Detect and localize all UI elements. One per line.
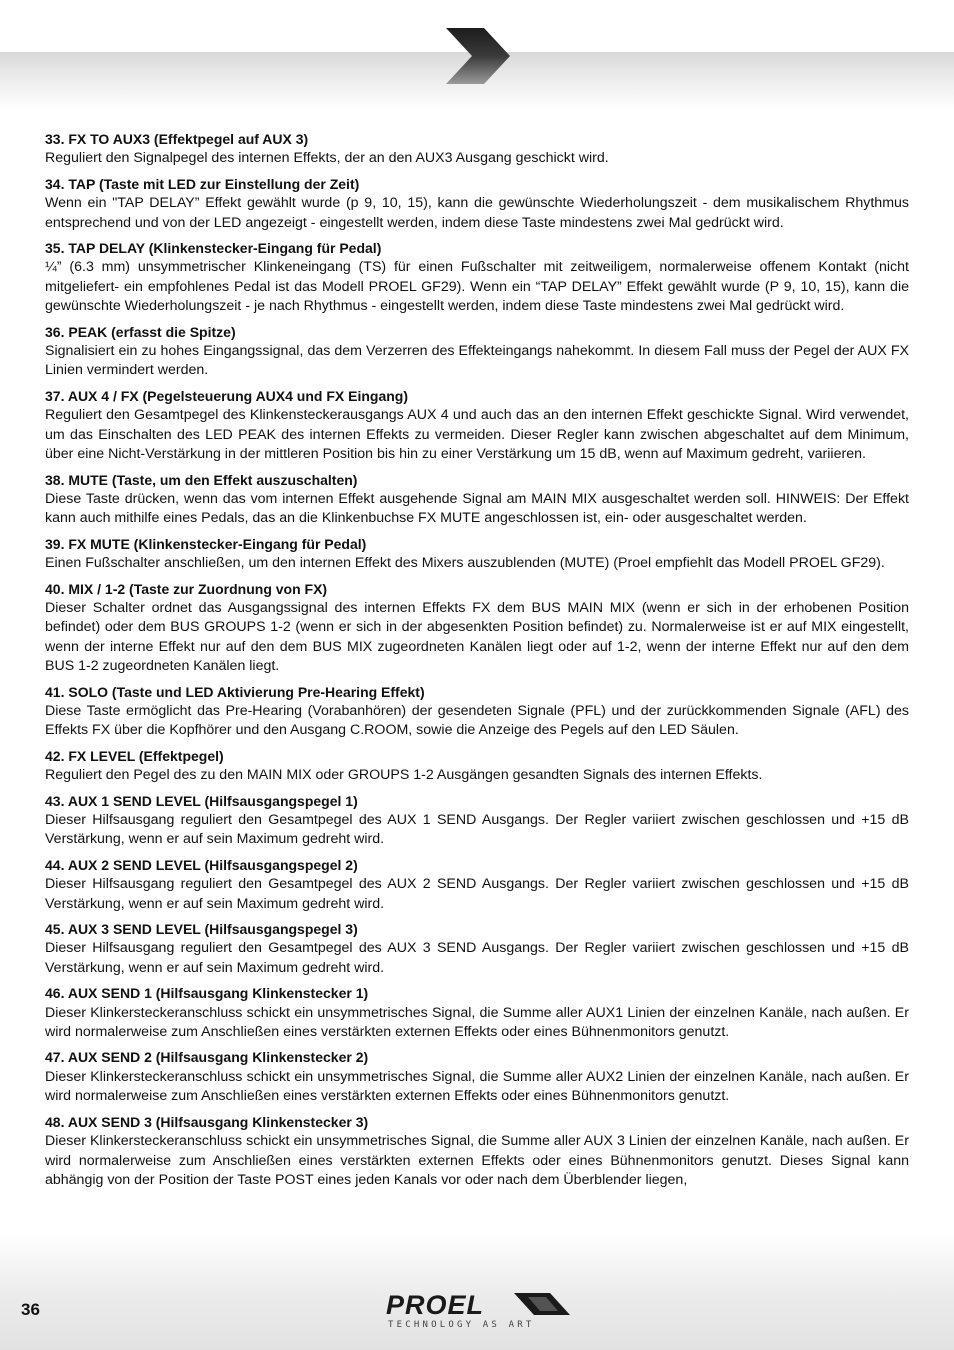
section-item bbox=[45, 535, 909, 574]
section-item bbox=[45, 792, 909, 850]
section-item bbox=[45, 920, 909, 978]
section-heading: 39. FX MUTE (Klinkenstecker-Eingang für Pedal) bbox=[45, 535, 367, 552]
section-heading: 48. AUX SEND 3 (Hilfsausgang Klinkenstecker 3) bbox=[45, 1113, 369, 1130]
section-heading: 38. MUTE (Taste, um den Effekt auszuschalten) bbox=[45, 471, 358, 488]
section-item bbox=[45, 856, 909, 914]
section-heading: 41. SOLO (Taste und LED Aktivierung Pre-Hearing Effekt) bbox=[45, 683, 425, 700]
section-heading: 37. AUX 4 / FX (Pegelsteuerung AUX4 und FX Eingang) bbox=[45, 387, 409, 404]
section-item bbox=[45, 580, 909, 677]
section-heading: 44. AUX 2 SEND LEVEL (Hilfsausgangspegel 2) bbox=[45, 856, 358, 873]
section-text: Dieser Hilfsausgang reguliert den Gesamtpegel des AUX 1 SEND Ausgangs. Der Regler variiert zwischen geschlossen und +15 dB Verstärkung, wenn er auf sein Maximum gedreht wird. bbox=[45, 812, 909, 848]
section-heading: 35. TAP DELAY (Klinkenstecker-Eingang für Pedal) bbox=[45, 240, 382, 257]
section-text: Reguliert den Signalpegel des internen Effekts, der an den AUX3 Ausgang geschickt wird. bbox=[45, 150, 609, 167]
section-text: Signalisiert ein zu hohes Eingangssignal, das dem Verzerren des Effekteingangs nahekommt. In diesem Fall muss der Pegel der AUX FX Linien vermindert werden. bbox=[45, 343, 909, 379]
section-text: Diese Taste ermöglicht das Pre-Hearing (Vorabanhören) der gesendeten Signale (PFL) und der zurückkommenden Signale (AFL) des Effekts FX über die Kopfhörer und den Ausgang C.ROOM, sowie die Anzeige des Pegels auf den LED Säulen. bbox=[45, 702, 909, 739]
section-heading: 36. PEAK (erfasst die Spitze) bbox=[45, 323, 236, 340]
section-item bbox=[45, 130, 909, 169]
section-text: Dieser Hilfsausgang reguliert den Gesamtpegel des AUX 2 SEND Ausgangs. Der Regler variiert zwischen geschlossen und +15 dB Verstärkung, wenn er auf sein Maximum gedreht wird. bbox=[45, 876, 909, 912]
proel-logo bbox=[386, 1290, 570, 1334]
section-text: Dieser Hilfsausgang reguliert den Gesamtpegel des AUX 3 SEND Ausgangs. Der Regler variiert zwischen geschlossen und +15 dB Verstärkung, wenn er auf sein Maximum gedreht wird. bbox=[45, 940, 909, 976]
section-item bbox=[45, 175, 909, 233]
section-heading: 33. FX TO AUX3 (Effektpegel auf AUX 3) bbox=[45, 131, 309, 147]
section-text: Wenn ein "TAP DELAY” Effekt gewählt wurde (p 9, 10, 15), kann die gewünschte Wiederholungszeit - dem musikalischem Rhythmus entsprechend und von der LED angezeigt - eingestellt werden, indem diese Taste mindestens zwei Mal gedrückt wird. bbox=[45, 195, 909, 231]
page-number: 36 bbox=[21, 1300, 40, 1319]
logo-tagline: TECHNOLOGY AS ART bbox=[388, 1320, 535, 1330]
section-heading: 45. AUX 3 SEND LEVEL (Hilfsausgangspegel 3) bbox=[45, 921, 358, 938]
section-item bbox=[45, 323, 909, 381]
section-item bbox=[45, 387, 909, 465]
section-text: Dieser Klinkersteckeranschluss schickt ein unsymmetrisches Signal, die Summe aller AUX1 Linien der einzelnen Kanäle, nach außen. Er wird normalerweise zum Anschließen eines verstärkten externen Effekts oder eines Bühnenmonitors genutzt. bbox=[45, 1004, 909, 1041]
section-text: Dieser Schalter ordnet das Ausgangssignal des internen Effekts FX dem BUS MAIN MIX (wenn er sich in der erhobenen Position befindet) oder dem BUS GROUPS 1-2 (wenn er sich in der abgesenkten Position befindet) zu. Normalerweise ist er auf MIX eingestellt, wenn der interne Effekt nur auf den dem BUS MIX zugeordneten Kanälen liegt oder auf 1-2, wenn der interne Effekt nur auf den dem BUS 1-2 zugeordneten Kanälen liegt. bbox=[45, 599, 909, 675]
logo-wordmark: PROEL bbox=[386, 1290, 485, 1320]
section-item bbox=[45, 683, 909, 741]
logo-wing-icon bbox=[514, 1293, 570, 1315]
section-item bbox=[45, 747, 909, 786]
section-item bbox=[45, 1113, 909, 1191]
section-heading: 34. TAP (Taste mit LED zur Einstellung der Zeit) bbox=[45, 175, 360, 192]
header-chevron-icon bbox=[444, 28, 510, 84]
section-item bbox=[45, 984, 909, 1042]
section-heading: 46. AUX SEND 1 (Hilfsausgang Klinkenstecker 1) bbox=[45, 985, 369, 1002]
section-text: ¼” (6.3 mm) unsymmetrischer Klinkeneingang (TS) für einen Fußschalter mit zeitweiligem, normalerweise offenem Kontakt (nicht mitgeliefert- ein empfohlenes Pedal ist das Modell PROEL GF29). Wenn ein “TAP DELAY” Effekt gewählt wurde (P 9, 10, 15), kann die gewünschte Wiederholungszeit - je nach Rhythmus - eingestellt werden, indem diese Taste mindestens zwei Mal gedrückt wird. bbox=[45, 259, 909, 315]
section-text: Diese Taste drücken, wenn das vom internen Effekt ausgehende Signal am MAIN MIX ausgeschaltet werden soll. HINWEIS: Der Effekt kann auch mithilfe eines Pedals, das an die Klinkenbuchse FX MUTE angeschlossen ist, ein- oder ausgeschaltet werden. bbox=[45, 490, 909, 527]
section-text: Reguliert den Pegel des zu den MAIN MIX oder GROUPS 1-2 Ausgängen gesandten Signals des internen Effekts. bbox=[45, 767, 763, 784]
section-heading: 40. MIX / 1-2 (Taste zur Zuordnung von FX) bbox=[45, 580, 328, 597]
section-item bbox=[45, 239, 909, 317]
section-text: Dieser Klinkersteckeranschluss schickt ein unsymmetrisches Signal, die Summe aller AUX2 Linien der einzelnen Kanäle, nach außen. Er wird normalerweise zum Anschließen eines verstärkten externen Effekts oder eines Bühnenmonitors genutzt. bbox=[45, 1068, 909, 1105]
section-heading: 42. FX LEVEL (Effektpegel) bbox=[45, 747, 224, 764]
document-body bbox=[45, 130, 909, 1196]
section-text: Reguliert den Gesamtpegel des Klinkensteckerausgangs AUX 4 und auch das an den internen Effekt geschickte Signal. Wird verwendet, um das Einschalten des LED PEAK des internen Effekts zu vermeiden. Dieser Regler kann zwischen abgeschaltet auf dem Minimum, über eine Nicht-Verstärkung in der mittleren Position bis hin zu einer Verstärkung um 15 dB, wenn auf Maximum gedreht, variieren. bbox=[45, 407, 909, 463]
section-heading: 47. AUX SEND 2 (Hilfsausgang Klinkenstecker 2) bbox=[45, 1049, 369, 1066]
section-text: Dieser Klinkersteckeranschluss schickt ein unsymmetrisches Signal, die Summe aller AUX 3 Linien der einzelnen Kanäle, nach außen. Er wird normalerweise zum Anschließen eines verstärkten externen Effekts oder eines Bühnenmonitors genutzt. Dieses Signal kann abhängig von der Position der Taste POST eines jeden Kanals vor oder nach dem Überblender liegen, bbox=[45, 1133, 909, 1188]
section-item bbox=[45, 1048, 909, 1106]
section-item bbox=[45, 471, 909, 529]
section-text: Einen Fußschalter anschließen, um den internen Effekt des Mixers auszublenden (MUTE) (Proel empfiehlt das Modell PROEL GF29). bbox=[45, 555, 885, 572]
section-heading: 43. AUX 1 SEND LEVEL (Hilfsausgangspegel 1) bbox=[45, 792, 358, 809]
